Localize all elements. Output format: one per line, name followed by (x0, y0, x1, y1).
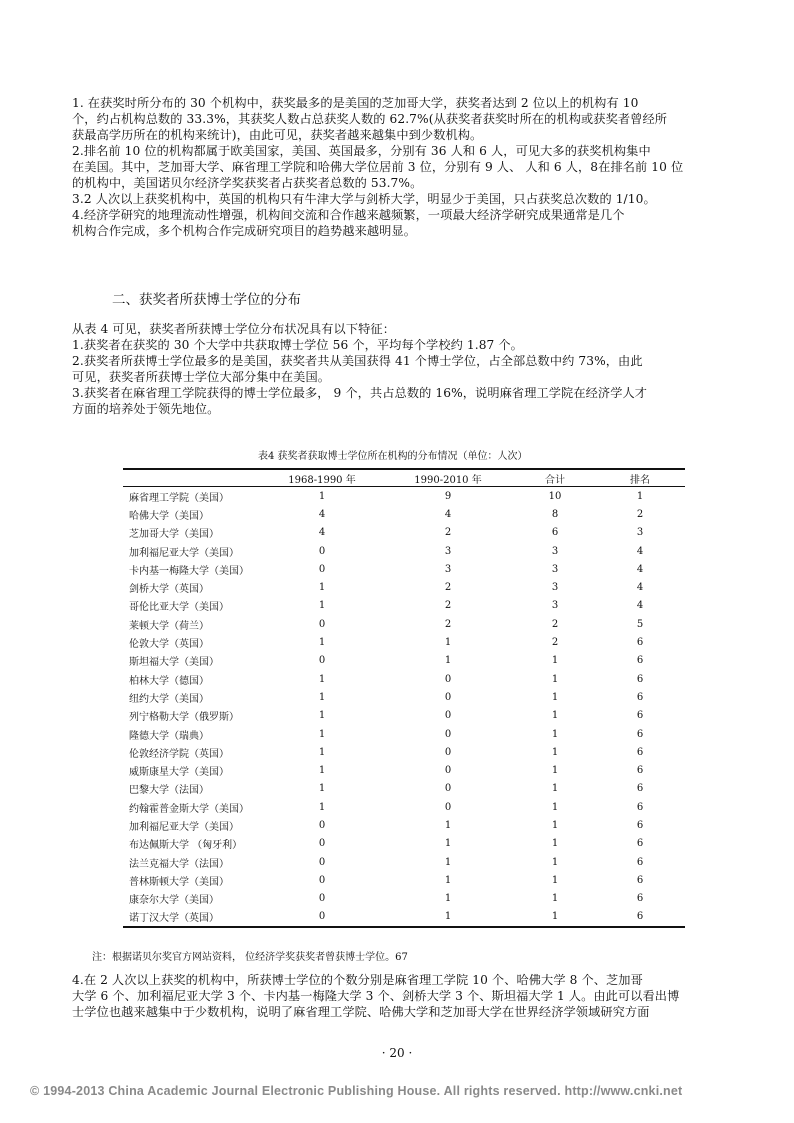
text-line: 在美国。其中，芝加哥大学、麻省理工学院和哈佛大学位居前 3 位，分别有 9 人、 人和 6 人，8在排名前 10 位 (72, 160, 684, 174)
value-cell: 10 (548, 490, 562, 502)
table-body (123, 487, 685, 928)
value-cell: 1 (551, 801, 559, 813)
value-cell: 1 (318, 673, 326, 685)
value-cell: 6 (636, 819, 644, 831)
header-cell: 合计 (515, 469, 595, 487)
value-cell: 1 (318, 746, 326, 758)
institution-cell: 哥伦比亚大学（美国） (129, 602, 229, 614)
institution-cell: 芝加哥大学（美国） (129, 529, 219, 541)
table-row (123, 816, 685, 834)
value-cell: 0 (318, 655, 326, 667)
table-row (123, 908, 685, 927)
text-line: 机构合作完成，多个机构合作完成研究项目的趋势越来越明显。 (72, 224, 417, 238)
copyright-footer: © 1994-2013 China Academic Journal Electronic Publishing House. All rights reserved. http://www.cnki.net (30, 1084, 683, 1098)
text-line: 士学位也越来越集中于少数机构，说明了麻省理工学院、哈佛大学和芝加哥大学在世界经济学领域研究方面 (72, 1005, 650, 1019)
value-cell: 2 (444, 582, 452, 594)
text-line: 方面的培养处于领先地位。 (72, 402, 220, 416)
value-cell: 2 (444, 527, 452, 539)
value-cell: 0 (444, 801, 452, 813)
table-row (123, 633, 685, 651)
findings-paragraph-3 (72, 972, 679, 1020)
institution-cell: 列宁格勒大学（俄罗斯） (129, 712, 239, 724)
value-cell: 0 (318, 856, 326, 868)
value-cell: 6 (636, 710, 644, 722)
value-cell: 1 (444, 655, 452, 667)
value-cell: 1 (551, 874, 559, 886)
value-cell: 1 (551, 783, 559, 795)
value-cell: 6 (636, 728, 644, 740)
value-cell: 1 (551, 655, 559, 667)
value-cell: 6 (636, 783, 644, 795)
institution-cell: 剑桥大学（英国） (129, 584, 209, 596)
header-cell: 排名 (595, 469, 685, 487)
institution-cell: 约翰霍普金斯大学（美国） (129, 803, 249, 815)
header-cell: 1990-2010 年 (381, 469, 515, 487)
table-row (123, 652, 685, 670)
value-cell: 1 (551, 893, 559, 905)
value-cell: 6 (636, 655, 644, 667)
header-cell: 1968-1990 年 (263, 469, 381, 487)
table-row (123, 835, 685, 853)
value-cell: 1 (551, 710, 559, 722)
text-line: 1. 在获奖时所分布的 30 个机构中，获奖最多的是美国的芝加哥大学，获奖者达到 2 位以上的机构有 10 (72, 96, 639, 110)
text-line: 1.获奖者在获奖的 30 个大学中共获取博士学位 56 个，平均每个学校约 1.87 个。 (72, 338, 523, 352)
value-cell: 0 (318, 838, 326, 850)
page-number: · 20 · (381, 1046, 413, 1060)
text-line: 4.经济学研究的地理流动性增强，机构间交流和合作越来越频繁，一项最大经济学研究成果通常是几个 (72, 208, 625, 222)
value-cell: 0 (444, 673, 452, 685)
value-cell: 0 (444, 728, 452, 740)
institution-cell: 法兰克福大学（法国） (129, 858, 229, 870)
table-row (123, 487, 685, 506)
value-cell: 1 (551, 691, 559, 703)
value-cell: 1 (636, 490, 644, 502)
institution-cell: 哈佛大学（美国） (129, 510, 209, 522)
table-row (123, 560, 685, 578)
table-row (123, 853, 685, 871)
value-cell: 0 (444, 691, 452, 703)
value-cell: 1 (318, 783, 326, 795)
institution-cell: 威斯康星大学（美国） (129, 767, 229, 779)
value-cell: 6 (636, 746, 644, 758)
value-cell: 1 (551, 856, 559, 868)
text-line: 3.2 人次以上获奖机构中，英国的机构只有牛津大学与剑桥大学，明显少于美国，只占获奖总次数的 1/10。 (72, 192, 656, 206)
value-cell: 1 (444, 637, 452, 649)
text-line: 获最高学历所在的机构来统计)，由此可见，获奖者越来越集中到少数机构。 (72, 128, 483, 142)
value-cell: 4 (318, 508, 326, 520)
value-cell: 1 (551, 746, 559, 758)
value-cell: 1 (318, 600, 326, 612)
value-cell: 1 (444, 819, 452, 831)
table-row (123, 505, 685, 523)
text-line: 的机构中，美国诺贝尔经济学奖获奖者占获奖者总数的 53.7%。 (72, 176, 423, 190)
value-cell: 1 (551, 765, 559, 777)
value-cell: 6 (636, 838, 644, 850)
table-row (123, 743, 685, 761)
text-line: 4.在 2 人次以上获奖的机构中，所获博士学位的个数分别是麻省理工学院 10 个、哈佛大学 8 个、芝加哥 (72, 973, 643, 987)
text-line: 2.获奖者所获博士学位最多的是美国，获奖者共从美国获得 41 个博士学位，占全部总数中约 73%，由此 (72, 354, 643, 368)
institution-cell: 斯坦福大学（美国） (129, 657, 219, 669)
value-cell: 5 (636, 618, 644, 630)
value-cell: 6 (636, 673, 644, 685)
table-row (123, 670, 685, 688)
value-cell: 6 (636, 893, 644, 905)
value-cell: 4 (636, 545, 644, 557)
value-cell: 2 (551, 637, 559, 649)
value-cell: 0 (444, 746, 452, 758)
value-cell: 0 (444, 710, 452, 722)
table-row (123, 542, 685, 560)
value-cell: 2 (444, 600, 452, 612)
value-cell: 0 (318, 563, 326, 575)
institution-cell: 隆德大学（瑞典） (129, 730, 209, 742)
table-row (123, 524, 685, 542)
value-cell: 1 (318, 637, 326, 649)
value-cell: 3 (444, 563, 452, 575)
value-cell: 1 (318, 582, 326, 594)
value-cell: 0 (263, 908, 381, 927)
institution-cell: 普林斯顿大学（美国） (129, 876, 229, 888)
value-cell: 8 (551, 508, 559, 520)
value-cell: 1 (444, 838, 452, 850)
table-row (123, 597, 685, 615)
value-cell: 0 (318, 618, 326, 630)
institution-cell: 康奈尔大学（美国） (129, 895, 219, 907)
institution-cell: 巴黎大学（法国） (129, 785, 209, 797)
value-cell: 1 (551, 838, 559, 850)
value-cell: 1 (444, 856, 452, 868)
value-cell: 4 (444, 508, 452, 520)
table-row (123, 871, 685, 889)
table-header-row (123, 469, 685, 487)
value-cell: 3 (551, 545, 559, 557)
value-cell: 0 (318, 819, 326, 831)
table-row (123, 798, 685, 816)
institution-cell: 卡内基一梅隆大学（美国） (129, 565, 249, 577)
value-cell: 6 (636, 691, 644, 703)
value-cell: 0 (318, 893, 326, 905)
value-cell: 6 (551, 527, 559, 539)
institution-cell: 诺丁汉大学（英国） (123, 908, 263, 927)
value-cell: 9 (444, 490, 452, 502)
table-note: 注：根据诺贝尔奖官方网站资料， 位经济学奖获奖者曾获博士学位。67 (92, 952, 408, 963)
institution-cell: 麻省理工学院（美国） (129, 492, 229, 504)
value-cell: 3 (551, 582, 559, 594)
value-cell: 0 (318, 545, 326, 557)
findings-paragraph-1 (72, 95, 683, 239)
value-cell: 3 (551, 563, 559, 575)
value-cell: 3 (444, 545, 452, 557)
text-line: 3.获奖者在麻省理工学院获得的博士学位最多， 9 个，共占总数的 16%，说明麻省理工学院在经济学人才 (72, 386, 648, 400)
value-cell: 6 (636, 856, 644, 868)
table-row (123, 707, 685, 725)
value-cell: 1 (551, 673, 559, 685)
text-line: 个，约占机构总数的 33.3%，其获奖人数占总获奖人数的 62.7%(从获奖者获奖时所在的机构或获奖者曾经所 (72, 112, 668, 126)
value-cell: 1 (318, 801, 326, 813)
institution-cell: 柏林大学（德国） (129, 675, 209, 687)
text-line: 可见，获奖者所获博士学位大部分集中在美国。 (72, 370, 331, 384)
institution-cell: 加利福尼亚大学（美国） (129, 547, 239, 559)
phd-distribution-table (123, 468, 685, 928)
value-cell: 2 (444, 618, 452, 630)
value-cell: 1 (515, 908, 595, 927)
table-row (123, 688, 685, 706)
value-cell: 6 (595, 908, 685, 927)
value-cell: 2 (636, 508, 644, 520)
table-row (123, 890, 685, 908)
table-row (123, 725, 685, 743)
findings-paragraph-2 (72, 321, 647, 417)
text-line: 从表 4 可见，获奖者所获博士学位分布状况具有以下特征： (72, 322, 395, 336)
institution-cell: 布达佩斯大学 （匈牙利） (129, 840, 243, 852)
text-line: 2.排名前 10 位的机构都属于欧美国家，美国、英国最多，分别有 36 人和 6 人，可见大多的获奖机构集中 (72, 144, 651, 158)
institution-cell: 伦敦大学（英国） (129, 639, 209, 651)
value-cell: 1 (318, 710, 326, 722)
value-cell: 0 (444, 765, 452, 777)
table-row (123, 780, 685, 798)
value-cell: 1 (318, 728, 326, 740)
value-cell: 3 (636, 527, 644, 539)
value-cell: 4 (636, 563, 644, 575)
value-cell: 1 (551, 728, 559, 740)
table-caption: 表4 获奖者获取博士学位所在机构的分布情况（单位：人次） (258, 451, 528, 462)
value-cell: 1 (318, 490, 326, 502)
value-cell: 1 (318, 765, 326, 777)
value-cell: 1 (444, 874, 452, 886)
value-cell: 6 (636, 765, 644, 777)
institution-cell: 莱顿大学（荷兰） (129, 620, 209, 632)
section-heading: 二、获奖者所获博士学位的分布 (112, 292, 301, 308)
value-cell: 0 (318, 874, 326, 886)
table-row (123, 761, 685, 779)
text-line: 大学 6 个、加利福尼亚大学 3 个、卡内基一梅隆大学 3 个、剑桥大学 3 个、斯坦福大学 1 人。由此可以看出博 (72, 989, 680, 1003)
value-cell: 3 (551, 600, 559, 612)
institution-cell: 伦敦经济学院（英国） (129, 748, 229, 760)
value-cell: 2 (551, 618, 559, 630)
value-cell: 1 (551, 819, 559, 831)
value-cell: 1 (444, 893, 452, 905)
header-cell (123, 469, 263, 487)
value-cell: 1 (381, 908, 515, 927)
table-row (123, 578, 685, 596)
value-cell: 4 (318, 527, 326, 539)
value-cell: 1 (318, 691, 326, 703)
value-cell: 4 (636, 582, 644, 594)
value-cell: 4 (636, 600, 644, 612)
institution-cell: 加利福尼亚大学（美国） (129, 821, 239, 833)
value-cell: 6 (636, 637, 644, 649)
table-row (123, 615, 685, 633)
value-cell: 0 (444, 783, 452, 795)
value-cell: 6 (636, 801, 644, 813)
value-cell: 6 (636, 874, 644, 886)
institution-cell: 纽约大学（美国） (129, 693, 209, 705)
